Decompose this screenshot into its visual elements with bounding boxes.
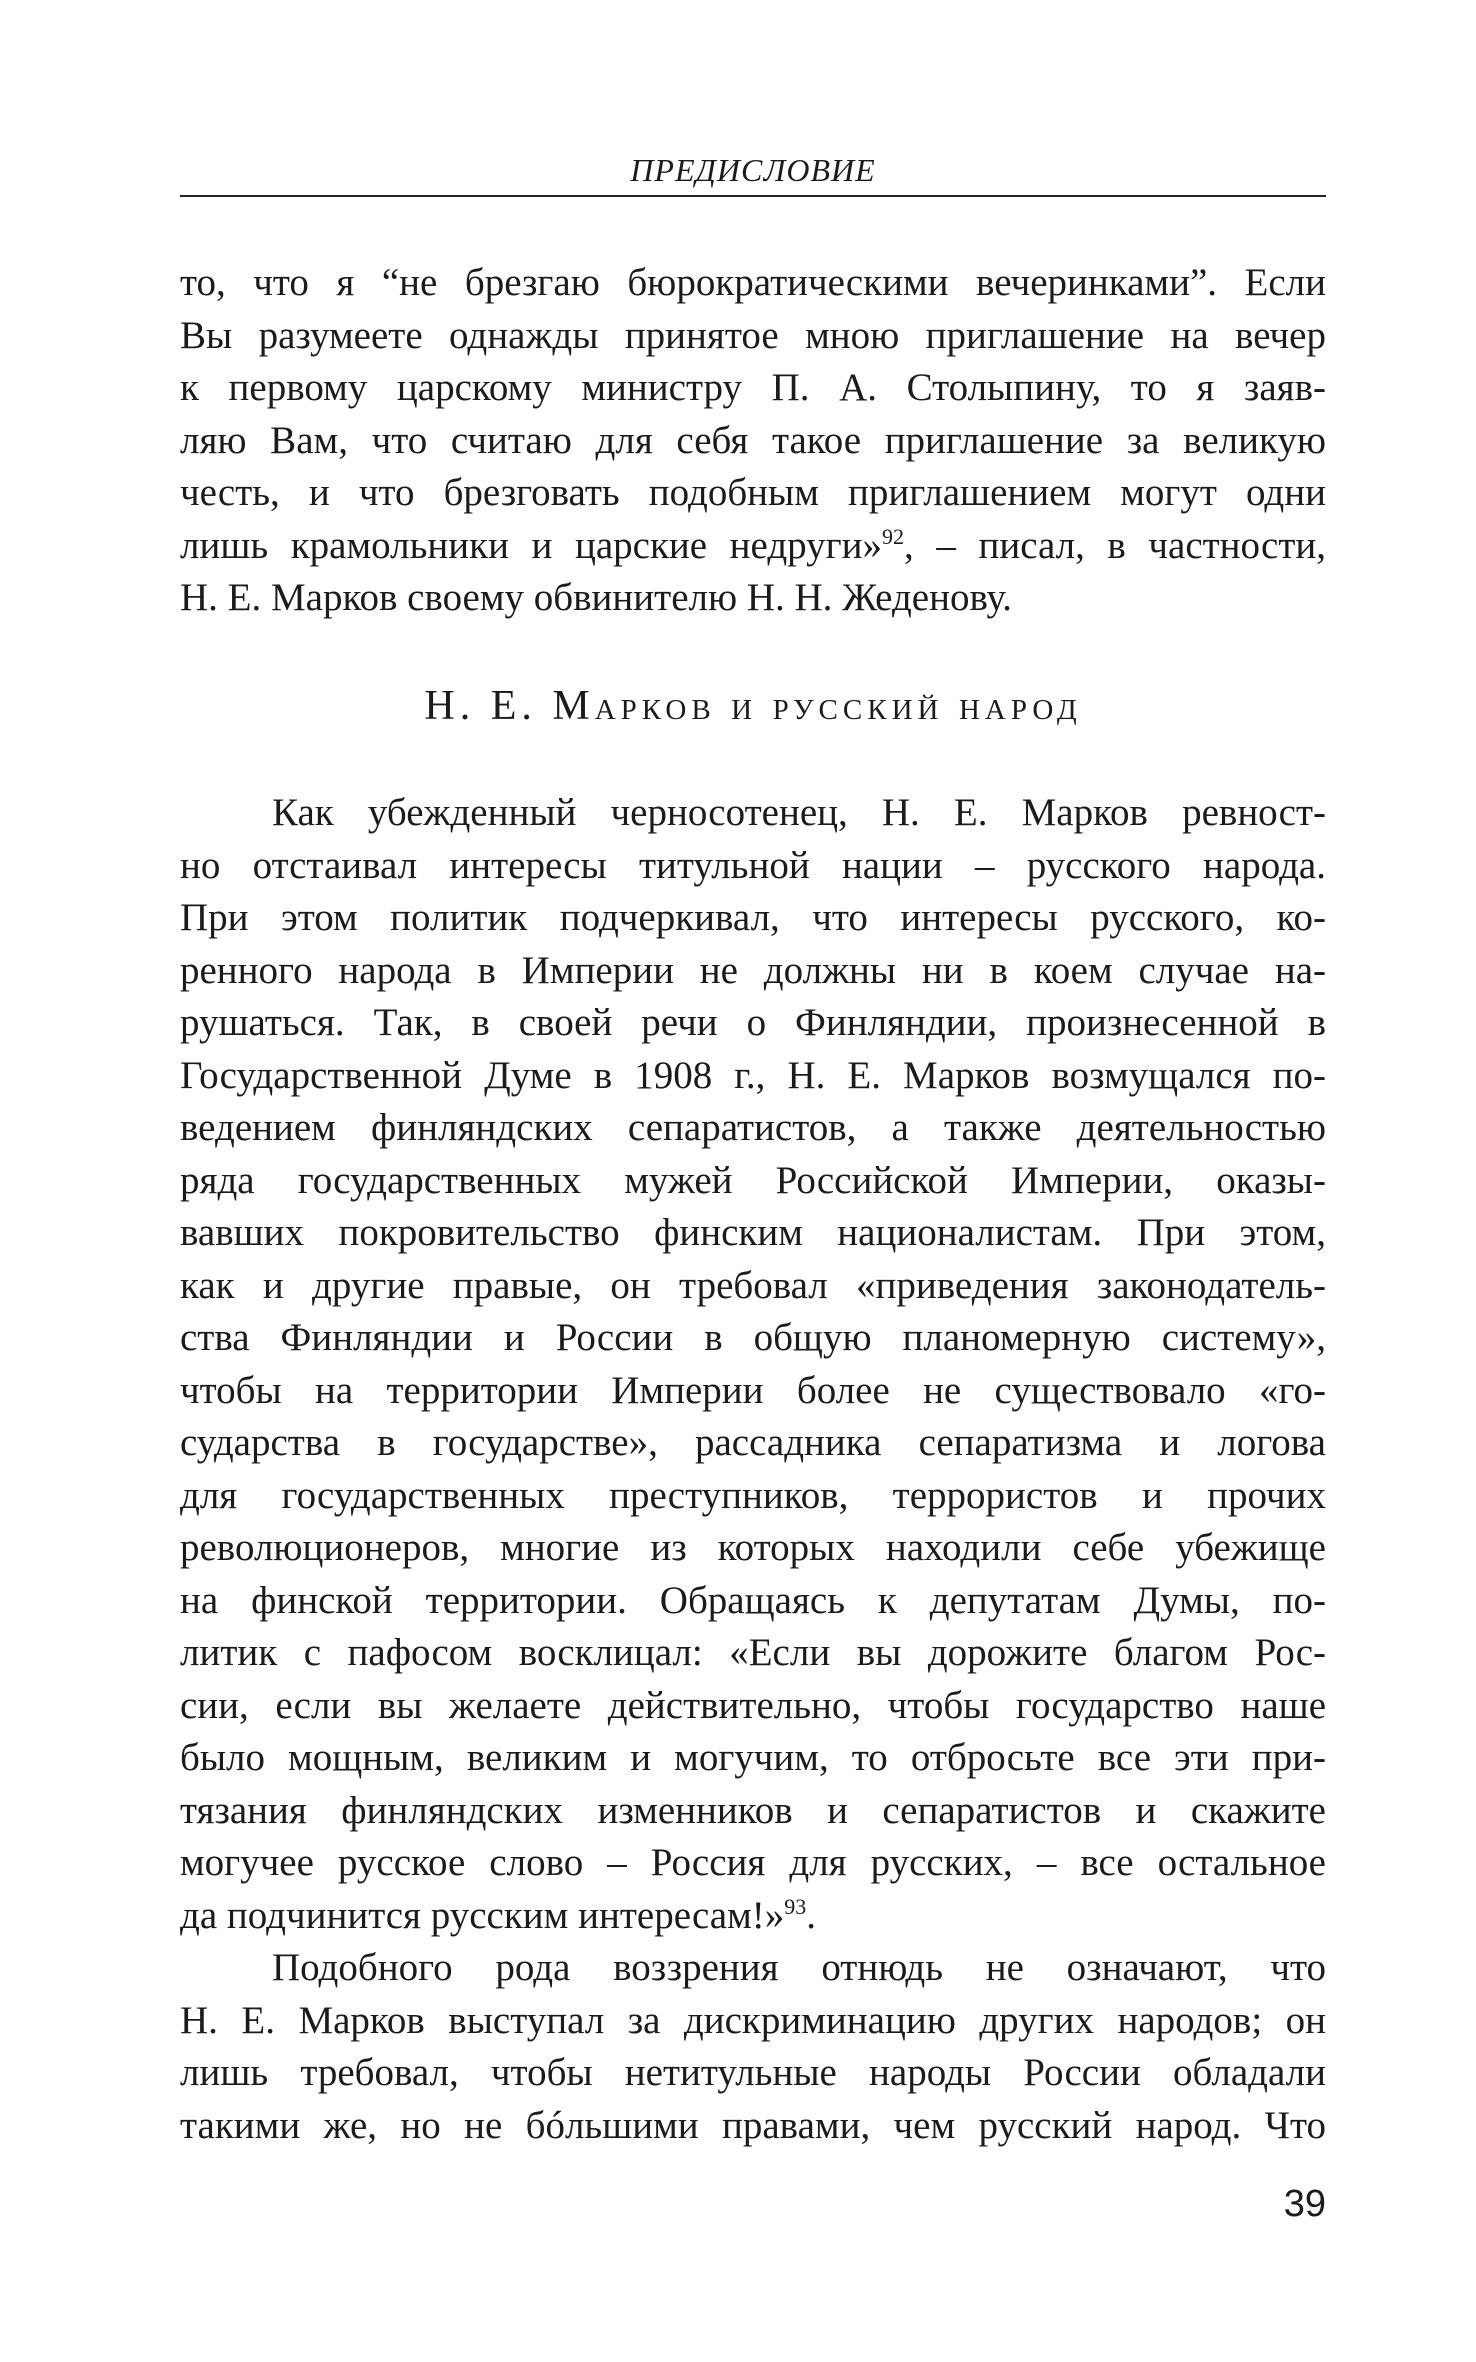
- footnote-ref-92: 92: [882, 523, 905, 549]
- section-heading-initials: Н. Е. М: [424, 683, 595, 729]
- text-line: такими же, но не бóльшими правами, чем русский народ. Что: [180, 2103, 1326, 2147]
- text-line: могучее русское слово – Россия для русских, – все остальное: [180, 1841, 1326, 1884]
- body-text: [180, 787, 1326, 2152]
- text-line: лишь требовал, чтобы нетитульные народы России обладали: [180, 2051, 1326, 2094]
- page-number: 39: [1283, 2183, 1326, 2225]
- running-title: ПРЕДИСЛОВИЕ: [630, 152, 876, 188]
- text-line: революционеров, многие из которых находили себе убежище: [180, 1526, 1326, 1569]
- text-line: ства Финляндии и России в общую планомерную систему»,: [180, 1316, 1326, 1359]
- text-line: но отстаивал интересы титульной нации – русского народа.: [180, 843, 1326, 887]
- text-line: рушаться. Так, в своей речи о Финляндии, произнесенной в: [180, 1001, 1326, 1044]
- footnote-ref-93: 93: [784, 1893, 807, 1919]
- text-line: При этом политик подчеркивал, что интересы русского, ко-: [180, 896, 1326, 939]
- text-line: честь, и что брезговать подобным приглашением могут одни: [180, 471, 1326, 514]
- text-line: Как убежденный черносотенец, Н. Е. Марков ревност-: [272, 791, 1326, 834]
- section-heading-rest: арков и русский народ: [594, 683, 1082, 729]
- top-paragraph: [180, 257, 1326, 625]
- text-line: тязания финляндских изменников и сепаратистов и скажите: [180, 1788, 1326, 1832]
- header-rule: [180, 195, 1326, 197]
- text-line: к первому царскому министру П. А. Столыпину, то я заяв-: [180, 366, 1326, 409]
- text-line: Н. Е. Марков своему обвинителю Н. Н. Жеденову.: [180, 576, 1012, 619]
- text-line: на финской территории. Обращаясь к депутатам Думы, по-: [180, 1578, 1326, 1622]
- text-line: Подобного рода воззрения отнюдь не означают, что: [272, 1946, 1326, 1989]
- text-fragment: .: [806, 1893, 816, 1937]
- text-line: для государственных преступников, террористов и прочих: [180, 1473, 1326, 1517]
- text-line: ляю Вам, что считаю для себя такое приглашение за великую: [180, 418, 1326, 462]
- text-line: [180, 520, 1326, 573]
- text-line: Вы разумеете однажды принятое мною приглашение на вечер: [180, 313, 1326, 357]
- text-line: сии, если вы желаете действительно, чтобы государство наше: [180, 1683, 1326, 1727]
- text-line: Государственной Думе в 1908 г., Н. Е. Марков возмущался по-: [180, 1053, 1326, 1097]
- text-line: то, что я “не брезгаю бюрократическими вечеринками”. Если: [180, 261, 1326, 304]
- text-fragment: да подчинится русским интересам!»: [180, 1893, 785, 1937]
- text-fragment: , – писал, в частности,: [904, 523, 1326, 567]
- text-line: ведением финляндских сепаратистов, а также деятельностью: [180, 1106, 1326, 1149]
- text-line: ренного народа в Империи не должны ни в коем случае на-: [180, 948, 1326, 992]
- text-line: Н. Е. Марков выступал за дискриминацию других народов; он: [180, 1998, 1326, 2042]
- text-fragment: лишь крамольники и царские недруги»: [180, 523, 883, 567]
- text-line: ряда государственных мужей Российской Империи, оказы-: [180, 1158, 1326, 1202]
- text-line: чтобы на территории Империи более не существовало «го-: [180, 1368, 1326, 1412]
- text-line: как и другие правые, он требовал «приведения законодатель-: [180, 1263, 1326, 1307]
- text-line: было мощным, великим и могучим, то отбросьте все эти при-: [180, 1736, 1326, 1779]
- text-line: сударства в государстве», рассадника сепаратизма и логова: [180, 1421, 1326, 1464]
- text-line: [180, 1890, 1326, 1943]
- text-line: литик с пафосом восклицал: «Если вы дорожите благом Рос-: [180, 1631, 1326, 1674]
- section-heading: [180, 680, 1326, 732]
- text-line: вавших покровительство финским националистам. При этом,: [180, 1211, 1326, 1254]
